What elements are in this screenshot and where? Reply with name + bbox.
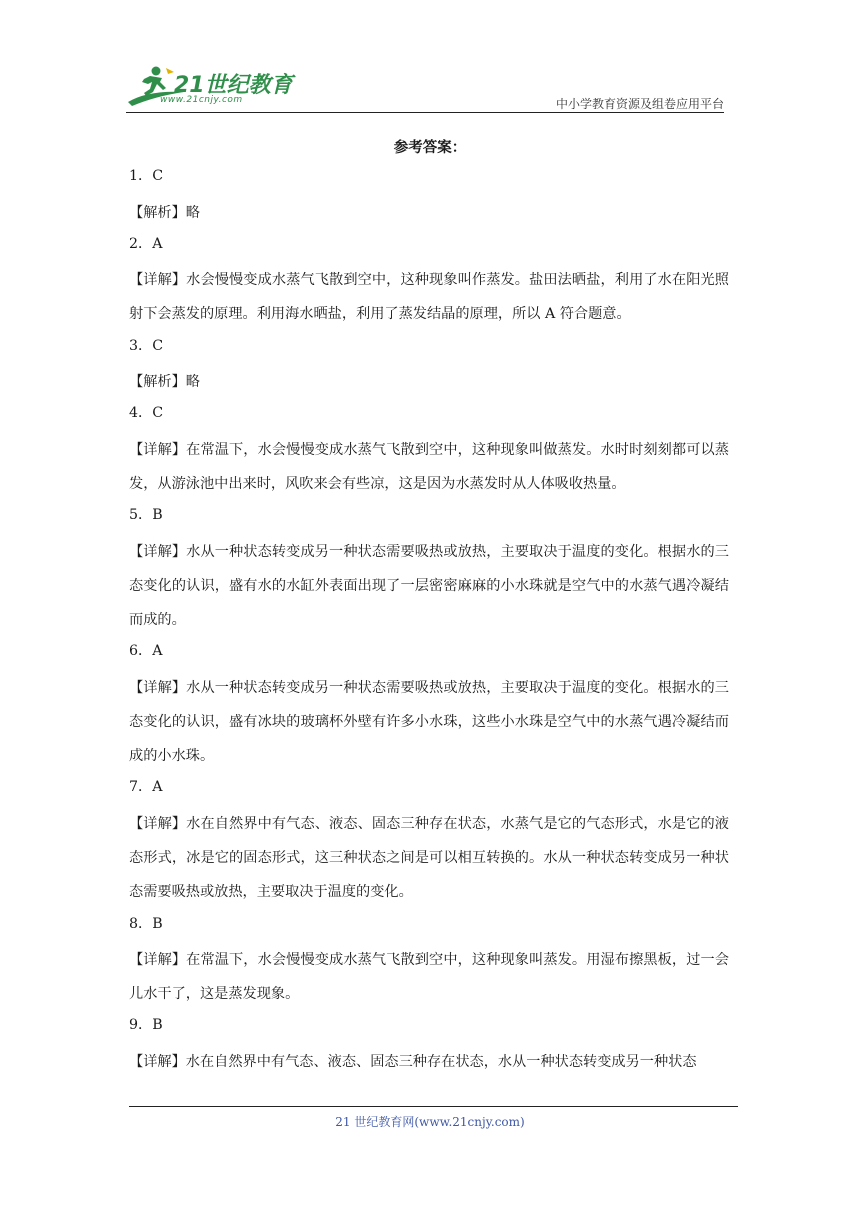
answer-item <box>129 399 729 501</box>
answer-list <box>129 162 729 1079</box>
answer-explanation: 【详解】水从一种状态转变成另一种状态需要吸热或放热，主要取决于温度的变化。根据水的三态变化的认识，盛有水的水缸外表面出现了一层密密麻麻的小水珠就是空气中的水蒸气遇冷凝结而成的。 <box>129 543 729 629</box>
answer-explanation: 【详解】水在自然界中有气态、液态、固态三种存在状态，水蒸气是它的气态形式，水是它的液态形式，冰是它的固态形式，这三种状态之间是可以相互转换的。水从一种状态转变成另一种状态需要吸热或放热，主要取决于温度的变化。 <box>129 815 729 901</box>
platform-tagline: 中小学教育资源及组卷应用平台 <box>555 97 724 111</box>
footer-divider <box>129 1106 738 1107</box>
logo-wordmark: 21世纪教育 <box>174 73 293 98</box>
question-number: 6．A <box>129 643 163 660</box>
answer-explanation: 【详解】在常温下，水会慢慢变成水蒸气飞散到空中，这种现象叫蒸发。用湿布擦黑板，过一会儿水干了，这是蒸发现象。 <box>129 952 729 1003</box>
question-number: 1．C <box>129 168 164 184</box>
page-header <box>126 62 724 112</box>
answer-explanation: 【解析】略 <box>129 374 200 391</box>
answer-item <box>129 162 729 230</box>
question-number: 8．B <box>129 915 163 932</box>
question-number: 9．B <box>129 1017 163 1034</box>
logo-url: www.21cnjy.com <box>160 95 243 105</box>
answer-item <box>129 637 729 773</box>
answer-explanation: 【详解】水在自然界中有气态、液态、固态三种存在状态，水从一种状态转变成另一种状态 <box>129 1053 697 1070</box>
question-number: 5．B <box>129 507 163 524</box>
question-number: 2．A <box>129 235 163 252</box>
answer-item <box>129 773 729 909</box>
answer-item <box>129 501 729 637</box>
answer-item <box>129 1011 729 1079</box>
question-number: 4．C <box>129 405 164 422</box>
answer-explanation: 【解析】略 <box>129 204 200 221</box>
site-logo[interactable] <box>126 62 296 112</box>
answer-item <box>129 332 729 400</box>
answer-item <box>129 230 729 332</box>
page-title: 参考答案： <box>393 139 467 156</box>
header-divider <box>126 112 724 113</box>
question-number: 3．C <box>129 337 164 354</box>
answer-explanation: 【详解】水会慢慢变成水蒸气飞散到空中，这种现象叫作蒸发。盐田法晒盐，利用了水在阳光照射下会蒸发的原理。利用海水晒盐，利用了蒸发结晶的原理，所以 A 符合题意。 <box>129 272 729 323</box>
answer-explanation: 【详解】在常温下，水会慢慢变成水蒸气飞散到空中，这种现象叫做蒸发。水时时刻刻都可以蒸发，从游泳池中出来时，风吹来会有些凉，这是因为水蒸发时从人体吸收热量。 <box>129 441 729 493</box>
answer-explanation: 【详解】水从一种状态转变成另一种状态需要吸热或放热，主要取决于温度的变化。根据水的三态变化的认识，盛有冰块的玻璃杯外壁有许多小水珠，这些小水珠是空气中的水蒸气遇冷凝结而成的小水珠。 <box>129 679 729 765</box>
footer-link[interactable]: 21 世纪教育网(www.21cnjy.com) <box>335 1115 525 1129</box>
question-number: 7．A <box>129 779 163 796</box>
answer-item <box>129 910 729 1012</box>
